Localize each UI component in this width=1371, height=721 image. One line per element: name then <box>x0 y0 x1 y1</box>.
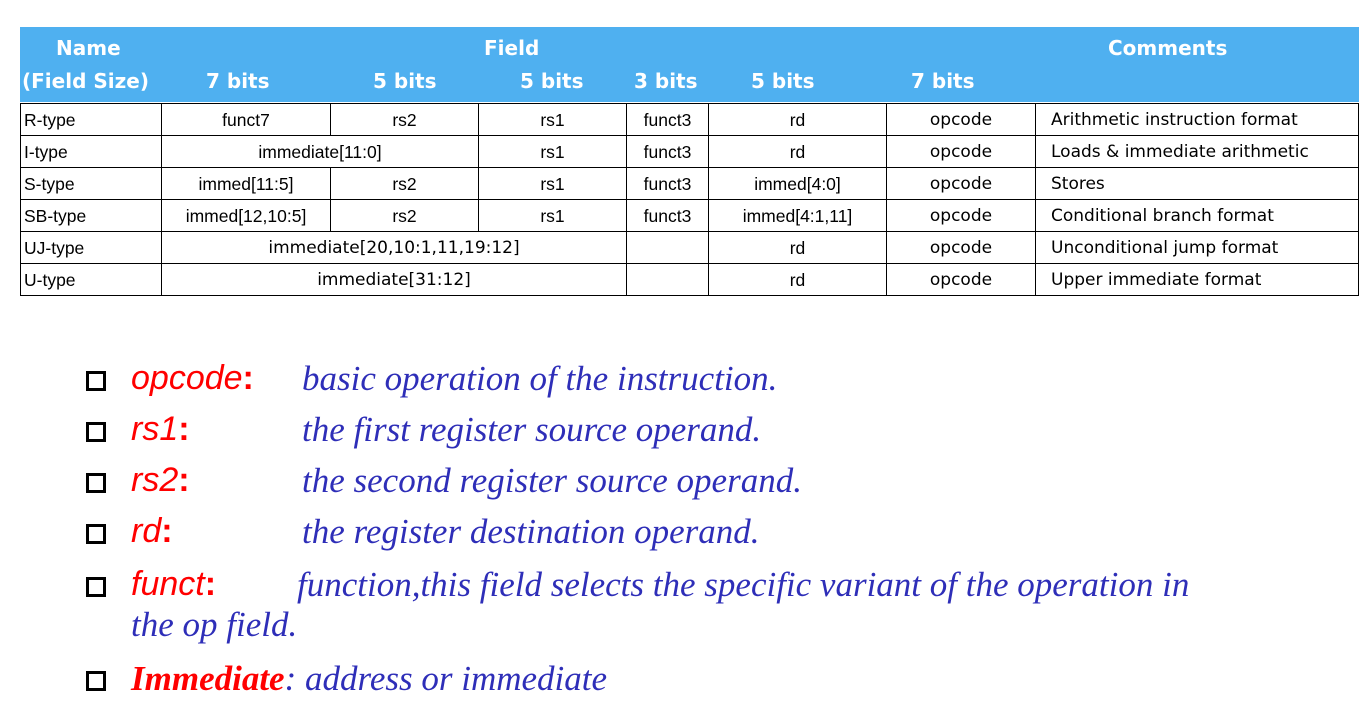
table-cell: opcode <box>929 142 993 162</box>
term-immediate: Immediate <box>131 659 285 698</box>
table-cell: immed[11:5] <box>198 174 294 194</box>
desc-rs2: the second register source operand. <box>302 461 802 500</box>
header-bits-funct7: 7 bits <box>206 69 270 93</box>
table-cell: immed[12,10:5] <box>185 206 307 226</box>
table-cell: immed[4:0] <box>754 174 841 194</box>
square-bullet-icon <box>86 524 106 544</box>
desc-immediate: Immediate: address or immediate <box>131 659 608 698</box>
table-comment: Upper immediate format <box>1051 270 1262 290</box>
header-bits-opcode: 7 bits <box>911 69 975 93</box>
table-cell: rs1 <box>540 206 565 226</box>
term-opcode: opcode: <box>131 359 254 397</box>
table-comment: Unconditional jump format <box>1051 238 1279 258</box>
table-cell: funct3 <box>643 174 692 194</box>
table-cell: opcode <box>929 270 993 290</box>
table-row-type: S-type <box>24 174 75 194</box>
table-cell: rs1 <box>540 174 565 194</box>
table-row-type: UJ-type <box>24 238 85 258</box>
desc-funct-continued: the op field. <box>131 605 298 644</box>
header-field-size: (Field Size) <box>22 69 149 93</box>
table-cell: funct3 <box>643 110 692 130</box>
desc-rs1: the first register source operand. <box>302 410 762 449</box>
term-funct: funct: <box>131 565 217 603</box>
table-cell: immed[4:1,11] <box>742 206 853 226</box>
table-cell: immediate[11:0] <box>258 142 382 162</box>
table-row-type: R-type <box>24 110 76 130</box>
table-comment: Conditional branch format <box>1051 206 1274 226</box>
square-bullet-icon <box>86 671 106 691</box>
table-comment: Loads & immediate arithmetic <box>1051 142 1309 162</box>
table-cell: rd <box>789 110 806 130</box>
desc-opcode: basic operation of the instruction. <box>302 359 778 398</box>
term-rs2: rs2: <box>131 461 190 499</box>
header-bits-rd: 5 bits <box>751 69 815 93</box>
table-row-type: U-type <box>24 270 76 290</box>
term-rs1: rs1: <box>131 410 190 448</box>
table-cell: opcode <box>929 110 993 130</box>
desc-rd: the register destination operand. <box>302 512 760 551</box>
table-cell: rd <box>789 270 806 290</box>
table-cell: opcode <box>929 206 993 226</box>
table-row-type: I-type <box>24 142 68 162</box>
table-cell: funct3 <box>643 142 692 162</box>
table-row-type: SB-type <box>24 206 87 226</box>
header-bits-rs1: 5 bits <box>520 69 584 93</box>
table-comment: Stores <box>1051 174 1105 194</box>
header-field: Field <box>484 36 540 60</box>
term-rd: rd: <box>131 512 173 550</box>
desc-funct: function,this field selects the specific variant of the operation in <box>297 565 1190 604</box>
table-cell: funct7 <box>222 110 270 130</box>
table-cell: funct3 <box>643 206 692 226</box>
table-cell: rs1 <box>540 110 565 130</box>
table-cell: rd <box>789 142 806 162</box>
header-bits-funct3: 3 bits <box>634 69 698 93</box>
table-header <box>20 27 1359 102</box>
square-bullet-icon <box>86 577 106 597</box>
table-cell: opcode <box>929 174 993 194</box>
table-cell: immediate[20,10:1,11,19:12] <box>268 238 520 258</box>
table-cell: rs2 <box>392 110 417 130</box>
table-cell: rs1 <box>540 142 565 162</box>
table-cell: rs2 <box>392 206 417 226</box>
square-bullet-icon <box>86 371 106 391</box>
instruction-format-table <box>20 27 1359 297</box>
square-bullet-icon <box>86 422 106 442</box>
header-name: Name <box>56 36 121 60</box>
table-cell: rd <box>789 238 806 258</box>
table-cell: immediate[31:12] <box>317 270 471 290</box>
table-body <box>20 102 1359 297</box>
table-comment: Arithmetic instruction format <box>1051 110 1298 130</box>
square-bullet-icon <box>86 473 106 493</box>
header-comments: Comments <box>1108 36 1228 60</box>
table-cell: opcode <box>929 238 993 258</box>
header-bits-rs2: 5 bits <box>373 69 437 93</box>
table-cell: rs2 <box>392 174 417 194</box>
